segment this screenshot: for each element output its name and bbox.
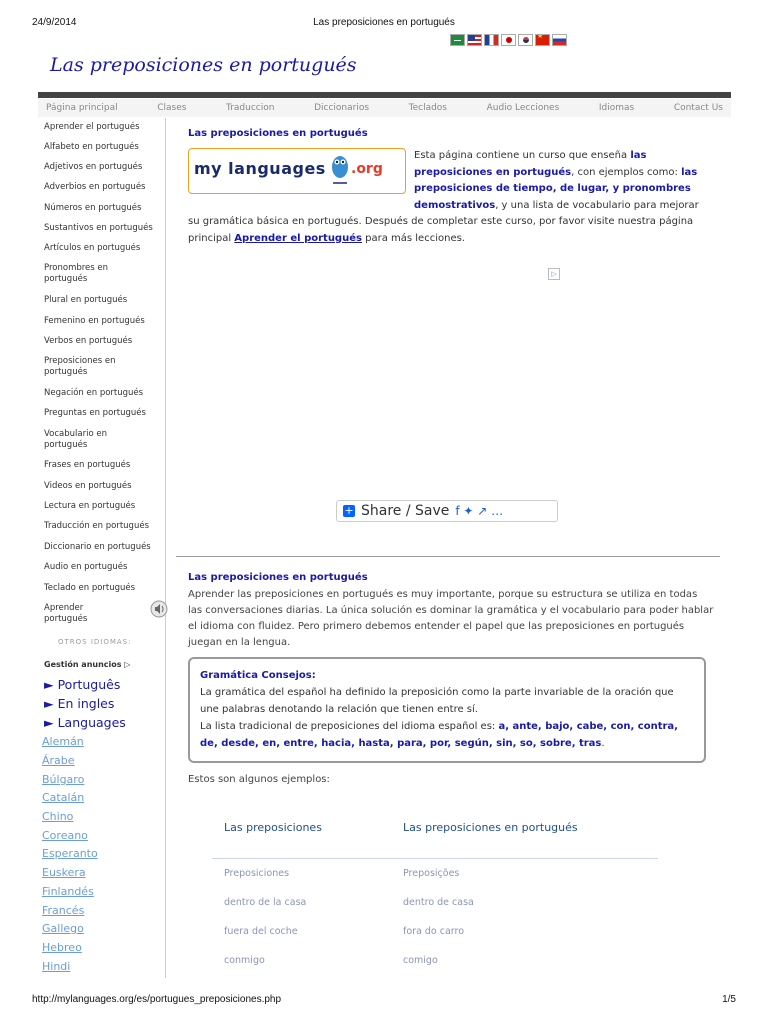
intro-paragraph: Esta página contiene un curso que enseña las preposiciones en portugués, con ejemplos como: las preposiciones de tiempo, de lugar, y pronombres demostrativos, y una lista de vocabulario para mejorar su gramática básica en portugués. Después de completar este curso, por favor visite nuestra página principal Aprender el portugués para más lecciones. (188, 150, 699, 244)
nav-dictionaries[interactable]: Diccionarios (314, 103, 370, 113)
print-title: Las preposiciones en portugués (313, 17, 455, 28)
table-cell: Preposiciones (224, 868, 290, 879)
lang-link[interactable]: Esperanto (42, 847, 98, 860)
lang-link[interactable]: Euskera (42, 866, 86, 879)
sidebar-item[interactable]: Teclado en portugués (44, 583, 136, 593)
page-heading: Las preposiciones en portugués (188, 128, 368, 139)
sidebar-item[interactable]: Verbos en portugués (44, 336, 133, 346)
link-portugues[interactable]: ► Português (44, 677, 121, 692)
share-save-button[interactable]: + Share / Save f ✦ ↗ … (336, 500, 558, 522)
nav-translation[interactable]: Traduccion (226, 103, 275, 113)
sidebar-item[interactable]: Adverbios en portugués (44, 182, 146, 192)
main-nav (38, 99, 731, 117)
sidebar-item[interactable]: Sustantivos en portugués (44, 223, 153, 233)
sidebar-item[interactable]: Aprender portugués (44, 603, 88, 624)
sidebar-item[interactable]: Audio en portugués (44, 562, 128, 572)
print-page-number: 1/5 (722, 994, 736, 1005)
sidebar-item[interactable]: Negación en portugués (44, 388, 144, 398)
social-share-icons[interactable]: f ✦ ↗ … (455, 504, 504, 518)
section-paragraph: Aprender las preposiciones en portugués es muy importante, porque su estructura se utiliza en todas las conversaciones diarias. La única solución es dominar la gramática y el vocabulario para poder hablar el idioma con fluidez. Pero primero debemos entender el papel que las preposiciones en portugués juegan en la lengua. (188, 589, 714, 648)
nav-top-rule (38, 92, 731, 98)
sidebar-item[interactable]: Artículos en portugués (44, 243, 141, 253)
sidebar-item[interactable]: Lectura en portugués (44, 501, 136, 511)
speaker-icon[interactable] (150, 600, 168, 618)
grammar-tips-box (188, 657, 706, 763)
section-title: Las preposiciones en portugués (188, 572, 368, 583)
tips-title: Gramática Consejos: (200, 670, 316, 681)
ad-settings-label[interactable]: Gestión anuncios ▷ (44, 660, 131, 669)
plus-icon: + (344, 504, 354, 517)
flag-arabic-icon[interactable] (450, 34, 465, 46)
flag-english-icon[interactable] (467, 34, 482, 46)
nav-classes[interactable]: Clases (157, 103, 187, 113)
print-url: http://mylanguages.org/es/portugues_preposiciones.php (32, 994, 282, 1005)
site-title: Las preposiciones en portugués (50, 54, 357, 76)
logo-org-text: .org (351, 161, 383, 177)
intro-link-aprender[interactable]: Aprender el portugués (234, 232, 362, 244)
logo-brand-text: my languages (194, 159, 326, 178)
nav-audio-lessons[interactable]: Audio Lecciones (486, 103, 560, 113)
lang-link[interactable]: Búlgaro (42, 773, 85, 786)
flag-french-icon[interactable] (484, 34, 499, 46)
print-header (32, 17, 736, 31)
owl-icon (329, 153, 351, 187)
sidebar (38, 118, 166, 978)
lang-link[interactable]: Finlandés (42, 885, 94, 898)
sidebar-item[interactable]: Diccionario en portugués (44, 542, 151, 552)
lang-link[interactable]: Hebreo (42, 941, 82, 954)
table-cell: conmigo (224, 955, 265, 966)
lang-link[interactable]: Hindi (42, 960, 71, 973)
flag-russian-icon[interactable] (552, 34, 567, 46)
lang-link[interactable]: Árabe (42, 754, 75, 767)
lang-link[interactable]: Coreano (42, 829, 88, 842)
adchoices-icon[interactable]: ▷ (548, 268, 560, 280)
lang-link[interactable]: Chino (42, 810, 74, 823)
nav-keyboards[interactable]: Teclados (408, 103, 447, 113)
table-cell: dentro de casa (403, 897, 474, 908)
table-rule (212, 858, 658, 859)
nav-languages[interactable]: Idiomas (598, 103, 635, 113)
flag-korean-icon[interactable] (518, 34, 533, 46)
mylanguages-logo[interactable] (188, 148, 406, 194)
table-cell: fora do carro (403, 926, 465, 937)
sidebar-item[interactable]: Plural en portugués (44, 295, 128, 305)
table-header-right: Las preposiciones en portugués (403, 821, 578, 834)
print-footer (32, 994, 736, 1008)
lang-link[interactable]: Catalán (42, 791, 85, 804)
table-cell: comigo (403, 955, 438, 966)
sidebar-item[interactable]: Femenino en portugués (44, 316, 145, 326)
language-flags (450, 34, 567, 48)
sidebar-item[interactable]: Frases en portugués (44, 460, 131, 470)
section-divider (176, 556, 720, 557)
link-languages[interactable]: ► Languages (44, 715, 126, 730)
table-header-left: Las preposiciones (224, 821, 322, 834)
other-languages-label: OTROS IDIOMAS: (58, 638, 132, 646)
intro-bold-1: las preposiciones en portugués (414, 150, 647, 178)
sidebar-item[interactable]: Preguntas en portugués (44, 408, 146, 418)
sidebar-item[interactable]: Vocabulario en portugués (44, 429, 107, 450)
lang-link[interactable]: Francés (42, 904, 85, 917)
sidebar-item[interactable]: Traducción en portugués (44, 521, 149, 531)
sidebar-item[interactable]: Alfabeto en portugués (44, 142, 139, 152)
link-en-ingles[interactable]: ► En ingles (44, 696, 115, 711)
lang-link[interactable]: Alemán (42, 735, 84, 748)
intro-bold-2: las preposiciones de tiempo, de lugar, y pronombres demostrativos (414, 166, 698, 211)
sidebar-item[interactable]: Aprender el portugués (44, 122, 140, 132)
table-cell: dentro de la casa (224, 897, 307, 908)
flag-chinese-icon[interactable] (535, 34, 550, 46)
sidebar-item[interactable]: Adjetivos en portugués (44, 162, 143, 172)
table-cell: fuera del coche (224, 926, 298, 937)
nav-home[interactable]: Página principal (46, 103, 118, 113)
nav-contact[interactable]: Contact Us (673, 103, 723, 113)
sidebar-item[interactable]: Preposiciones en portugués (44, 356, 116, 377)
sidebar-item[interactable]: Videos en portugués (44, 481, 132, 491)
table-cell: Preposições (403, 868, 460, 879)
examples-lead: Estos son algunos ejemplos: (188, 774, 330, 785)
tips-text: La gramática del español ha definido la preposición como la parte invariable de la oración que une palabras denotando la relación que tienen entre sí. (200, 687, 674, 715)
sidebar-item[interactable]: Pronombres en portugués (44, 263, 109, 284)
print-date: 24/9/2014 (32, 17, 77, 28)
flag-japanese-icon[interactable] (501, 34, 516, 46)
tips-list: La lista tradicional de preposiciones del idioma español es: a, ante, bajo, cabe, con, contra, de, desde, en, entre, hacia, hasta, para, por, según, sin, so, sobre, tras. (200, 721, 678, 749)
lang-link[interactable]: Gallego (42, 922, 84, 935)
sidebar-item[interactable]: Números en portugués (44, 203, 142, 213)
